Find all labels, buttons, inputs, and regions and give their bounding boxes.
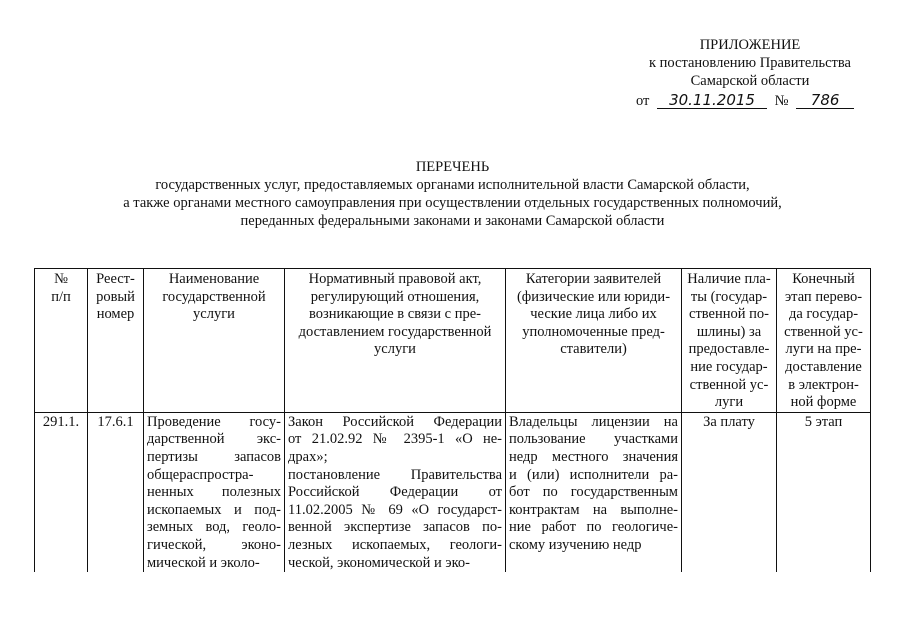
cell-line: пертизы запасов [147,448,281,465]
resolution-date: 30.11.2015 [657,92,767,109]
cell-line: венной экспертизе запасов по- [288,519,502,536]
cell-line: дарственной экс- [147,431,281,448]
document-subtitle-line: государственных услуг, предоставляемых органами исполнительной власти Самарской области, [155,177,750,193]
cell-line: шлины) за [696,323,762,340]
cell-line: Категории заявителей [525,271,662,287]
cell-line: ние государ- [690,358,768,375]
cell-line: Конечный [792,271,855,287]
table-header-row [35,269,871,413]
cell-line: услуги [193,306,235,323]
cell-line: земных вод, геоло- [147,519,281,536]
row-final-stage: 5 этап [777,412,871,572]
appendix-header [625,36,875,90]
header-number [35,269,88,413]
cell-line: регулирующий отношения, [310,288,480,305]
row-legal-act [285,412,506,572]
cell-line: возникающие в связи с пре- [308,306,481,323]
cell-line: скому изучению недр [509,536,642,553]
cell-line: ческой, экономической и эко- [288,554,471,571]
cell-line: ние работ по геологиче- [509,519,678,536]
cell-line: ственной ус- [689,376,769,393]
row-fee: За плату [682,412,777,572]
cell-line: Наличие пла- [687,271,771,287]
cell-line: ты (государ- [690,288,768,305]
cell-line: этап перево- [784,288,863,305]
document-subtitle-line: переданных федеральными законами и законами Самарской области [240,213,665,229]
services-table [34,268,871,572]
cell-line: в электрон- [788,376,859,393]
cell-line: услуги [374,341,416,358]
header-registry [88,269,144,413]
cell-line: 11.02.2005 № 69 «О государст- [288,501,502,518]
cell-line: Владельцы лицензии на [509,413,678,430]
cell-line: № [54,271,68,287]
cell-line: ной форме [790,394,857,411]
date-prefix: от [636,93,650,109]
cell-line: ископаемых и под- [147,501,281,518]
cell-line: ненных полезных [147,484,281,501]
cell-line: Реест- [96,271,135,287]
cell-line: и (или) исполнители ра- [509,466,678,483]
header-fee [682,269,777,413]
cell-line: луги на пре- [785,341,862,358]
cell-line: Наименование [168,271,260,287]
cell-line: да государ- [788,306,859,323]
cell-line: гической, эконо- [147,536,281,553]
cell-line: предоставле- [688,341,770,358]
cell-line: от 21.02.92 № 2395-1 «О не- [288,431,502,448]
cell-line: недр местного значения [509,448,678,465]
appendix-title: ПРИЛОЖЕНИЕ [699,37,801,53]
cell-line: доставлением государственной [298,323,492,340]
header-legal-act [285,269,506,413]
cell-line: Нормативный правовой акт, [308,271,482,287]
cell-line: государственной [162,288,266,305]
cell-line: ставители) [560,341,627,358]
cell-line: ственной по- [689,306,769,323]
appendix-subtitle: к постановлению Правительства [649,55,851,71]
header-applicants [506,269,682,413]
cell-line: мической и эколо- [147,554,260,571]
cell-line: Проведение госу- [147,413,281,430]
cell-line: п/п [51,288,71,305]
cell-line: луги [714,394,744,411]
row-registry: 17.6.1 [88,412,144,572]
document-title: ПЕРЕЧЕНЬ [415,159,490,175]
row-service-name [144,412,285,572]
cell-line: драх»; [288,448,328,465]
table-row [35,412,871,572]
cell-line: Российской Федерации от [288,484,502,501]
cell-line: бот по государственным [509,484,678,501]
row-applicants [506,412,682,572]
cell-line: общераспростра- [147,466,254,483]
row-number: 291.1. [35,412,88,572]
cell-line: ческие лица либо их [530,306,657,323]
cell-line: контрактам на выполне- [509,501,678,518]
cell-line: Закон Российской Федерации [288,413,502,430]
cell-line: ственной ус- [784,323,863,340]
cell-line: ровый [96,288,135,305]
cell-line: уполномоченные пред- [522,323,665,340]
document-title-block [0,158,905,230]
appendix-region: Самарской области [690,73,810,89]
resolution-number: 786 [796,92,854,109]
cell-line: пользование участками [509,431,678,448]
document-subtitle-line: а также органами местного самоуправления при осуществлении отдельных государственных полномочий, [123,195,782,211]
resolution-date-line [636,92,854,110]
header-final-stage [777,269,871,413]
cell-line: номер [96,306,135,323]
cell-line: постановление Правительства [288,466,502,483]
cell-line: (физические или юриди- [516,288,671,305]
header-service-name [144,269,285,413]
number-prefix: № [774,93,789,109]
cell-line: лезных ископаемых, геологи- [288,536,502,553]
cell-line: доставление [785,358,862,375]
